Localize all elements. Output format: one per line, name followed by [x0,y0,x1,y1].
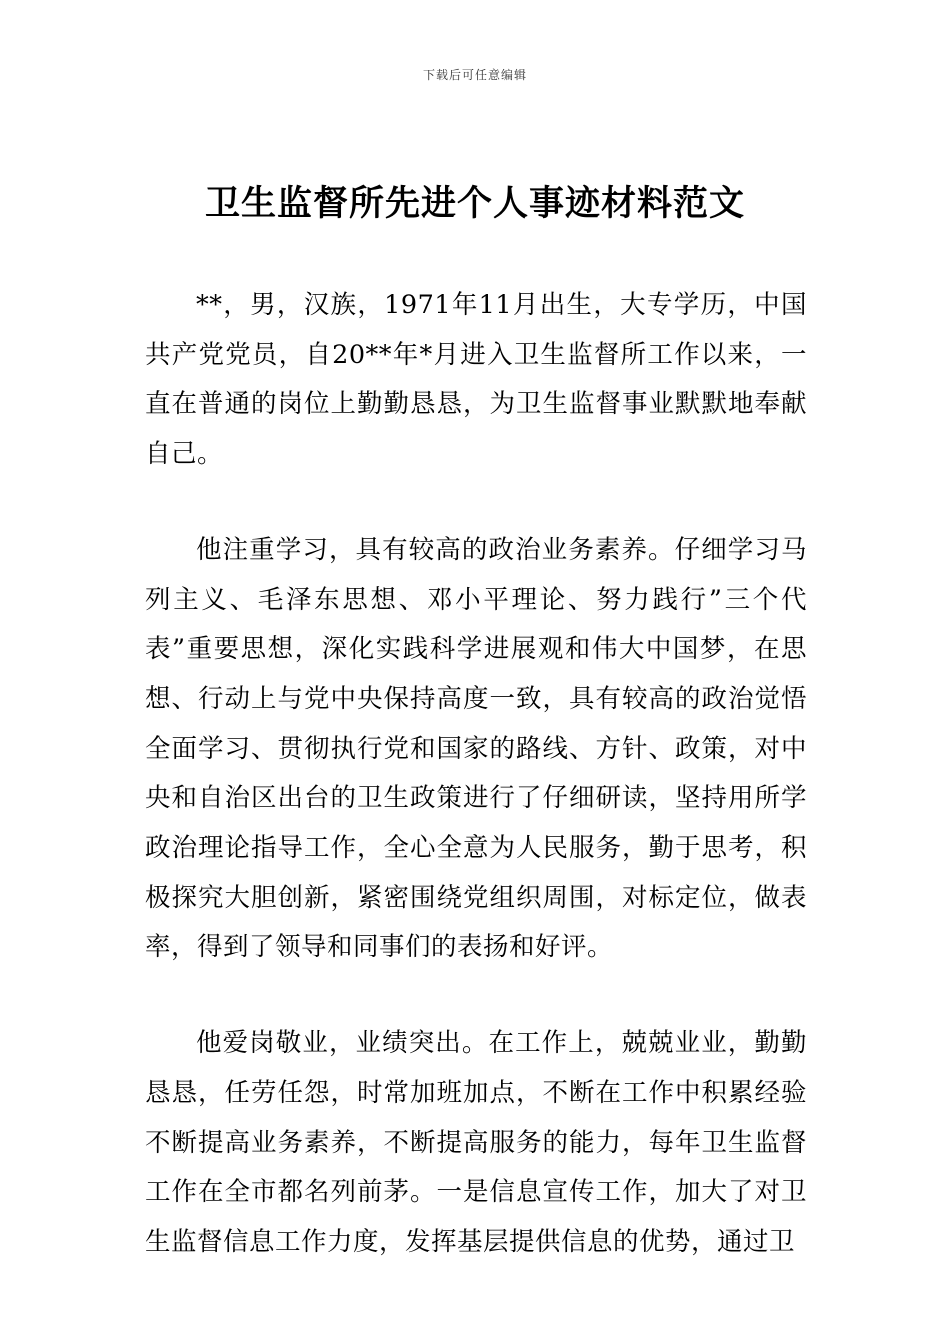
document-title: 卫生监督所先进个人事迹材料范文 [204,184,745,224]
paragraph-intro: **，男，汉族，1971年11月出生，大专学历，中国共产党党员，自20**年*月进入卫生监督所工作以来，一直在普通的岗位上勤勤恳恳，为卫生监督事业默默地奉献自己。 [145,290,807,470]
paragraph-work: 他爱岗敬业，业绩突出。在工作上，兢兢业业，勤勤恳恳，任劳任怨，时常加班加点，不断在工作中积累经验不断提高业务素养，不断提高服务的能力，每年卫生监督工作在全市都名列前茅。一是信息宣传工作，加大了对卫生监督信息工作力度，发挥基层提供信息的优势，通过卫 [145,1028,807,1257]
header-note: 下载后可任意编辑 [422,68,527,82]
document-body [145,281,807,1314]
paragraph-study: 他注重学习，具有较高的政治业务素养。仔细学习马列主义、毛泽东思想、邓小平理论、努力践行”三个代表”重要思想，深化实践科学进展观和伟大中国梦，在思想、行动上与党中央保持高度一致，具有较高的政治觉悟全面学习、贯彻执行党和国家的路线、方针、政策，对中央和自治区出台的卫生政策进行了仔细研读，坚持用所学政治理论指导工作，全心全意为人民服务，勤于思考，积极探究大胆创新，紧密围绕党组织周围，对标定位，做表率，得到了领导和同事们的表扬和好评。 [145,534,807,963]
